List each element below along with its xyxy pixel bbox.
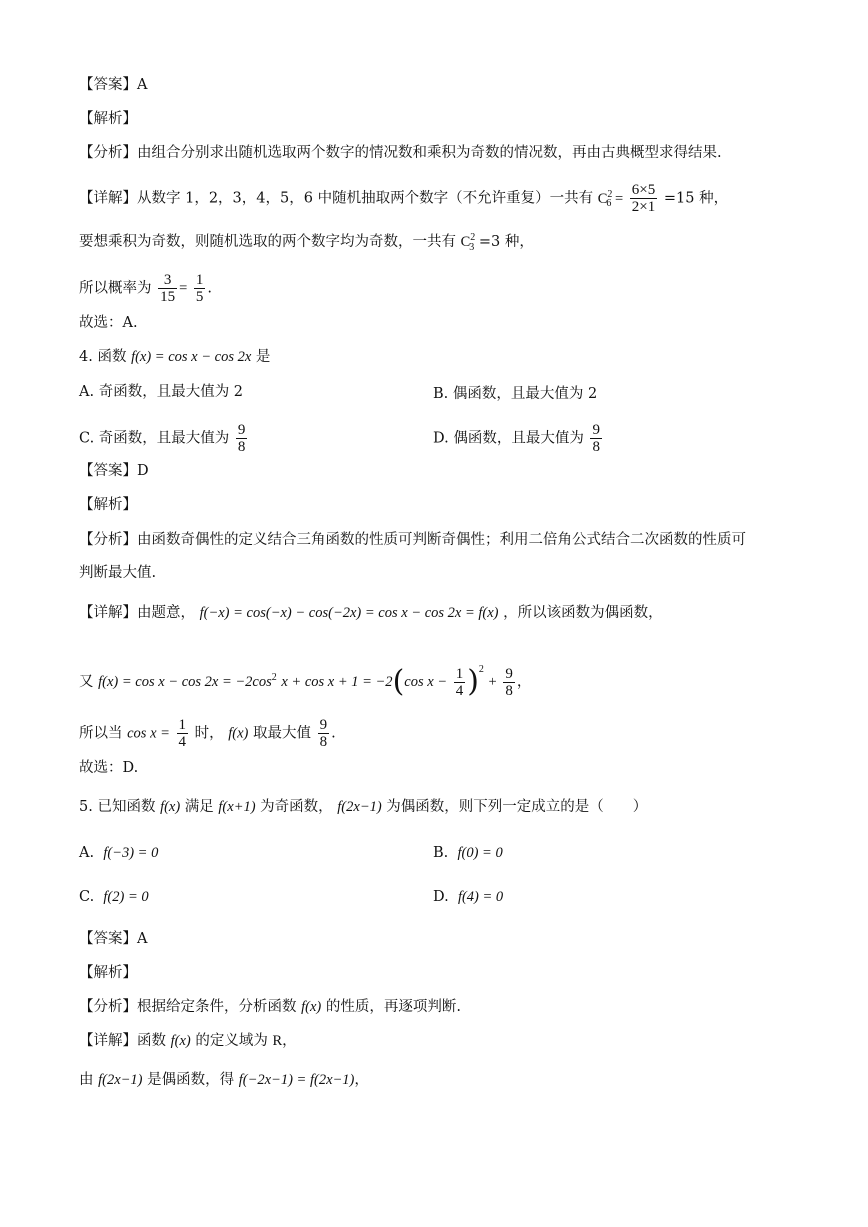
- q5-answer: 【答案】A: [79, 931, 148, 947]
- q5-fenxi: 【分析】根据给定条件，分析函数 f(x) 的性质，再逐项判断.: [79, 999, 461, 1015]
- q3-detail-text: 【详解】从数字 1，2，3，4，5，6 中随机抽取两个数字（不允许重复）一共有: [79, 190, 594, 207]
- q4-fenxi-line2: 判断最大值.: [79, 565, 157, 581]
- q4-option-d: D. 偶函数，且最大值为 $\frac{9}{8}$: [433, 422, 600, 455]
- q4-answer: 【答案】D: [79, 463, 149, 479]
- q5-stem: 5. 已知函数 f(x) 满足 f(x+1) 为奇函数， f(2x−1) 为偶函数，则下列一定成立的是（ ）: [79, 799, 648, 815]
- q4-stem-expr: f(x) = cos x − cos 2x: [131, 349, 252, 365]
- q5-option-c: C. f(2) = 0: [79, 889, 149, 905]
- q4-analysis-title: 【解析】: [79, 497, 137, 513]
- q4-option-a: A. 奇函数，且最大值为 2: [79, 384, 244, 400]
- q5-option-b: B. f(0) = 0: [433, 845, 503, 861]
- q3-choose: 故选：A.: [79, 315, 138, 331]
- q4-choose: 故选：D.: [79, 760, 139, 776]
- q3-detail-tail: =15 种，: [663, 190, 729, 207]
- q3-analysis-title: 【解析】: [79, 111, 137, 127]
- q3-answer: 【答案】A: [79, 77, 148, 93]
- q3-combination-fraction: $\frac{6\times 5}{2\times 1}$: [631, 182, 656, 215]
- q5-option-d: D. f(4) = 0: [433, 889, 504, 905]
- q4-detail-line3: 所以当 cos x = $\frac{1}{4}$ 时， f(x) 取最大值 $\frac{9}{8}$ .: [79, 717, 336, 750]
- q5-detail-line2: 由 f(2x−1) 是偶函数，得 f(−2x−1) = f(2x−1)，: [79, 1072, 369, 1088]
- q5-analysis-title: 【解析】: [79, 965, 137, 981]
- q3-probability-line: 所以概率为 $\frac{3}{15}$ = $\frac{1}{5}$ .: [79, 272, 213, 305]
- q4-stem: 4. 函数 f(x) = cos x − cos 2x 是: [79, 349, 271, 365]
- q4-detail-line1: 【详解】由题意， f(−x) = cos(−x) − cos(−2x) = cos x − cos 2x = f(x) ，所以该函数为偶函数，: [79, 605, 663, 621]
- q4-fenxi-line1: 【分析】由函数奇偶性的定义结合三角函数的性质可判断奇偶性；利用二倍角公式结合二次函数的性质可: [79, 532, 746, 548]
- q3-fenxi: 【分析】由组合分别求出随机选取两个数字的情况数和乘积为奇数的情况数，再由古典概型求得结果.: [79, 145, 722, 161]
- q5-detail-line1: 【详解】函数 f(x) 的定义域为 R，: [79, 1033, 297, 1049]
- q4-detail-line2: 又 $f(x) = \cos x - \cos 2x = -2\cos^2$ x + cos x + 1 = −2(cos x − $\frac{1}{4}$ )$^2$ + $\frac{9}{8}$ ，: [79, 664, 532, 699]
- q5-option-a: A. f(−3) = 0: [79, 845, 159, 861]
- q4-option-b: B. 偶函数，且最大值为 2: [433, 386, 598, 402]
- q3-detail-line2: 要想乘积为奇数，则随机选取的两个数字均为奇数，一共有 $C^2_3 =3$ 种，: [79, 232, 534, 253]
- q4-option-c: C. 奇函数，且最大值为 $\frac{9}{8}$: [79, 422, 246, 455]
- q3-detail-line1: 【详解】从数字 1，2，3，4，5，6 中随机抽取两个数字（不允许重复）一共有 $C^2_6$ = $\frac{6\times 5}{2\times 1}$ =15 种，: [79, 182, 729, 215]
